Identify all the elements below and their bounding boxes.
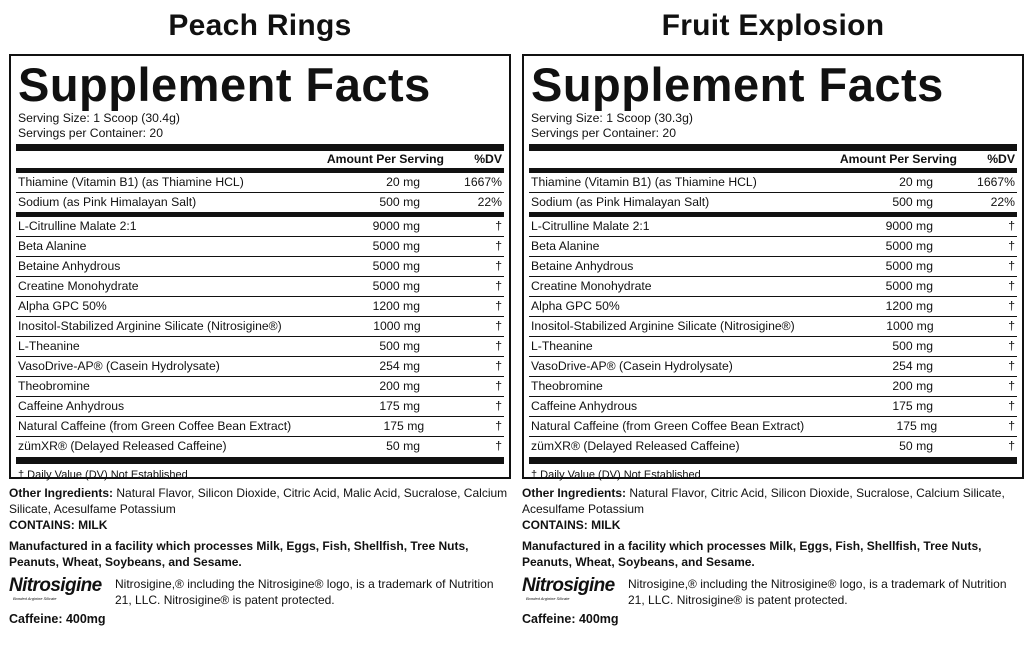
ingredient-name: Sodium (as Pink Himalayan Salt) [531,195,710,209]
table-row [529,376,1017,396]
other-ingredients-label: Other Ingredients: [522,486,627,500]
ingredient-dv: † [495,279,502,293]
ingredient-amount: 20 mg [899,175,933,189]
ingredient-amount: 5000 mg [885,259,933,273]
ingredient-amount: 200 mg [892,379,933,393]
ingredient-dv: † [495,299,502,313]
ingredient-amount: 5000 mg [372,259,420,273]
other-ingredients [9,485,511,517]
divider-thick [529,144,1017,151]
ingredient-name: zümXR® (Delayed Released Caffeine) [531,439,740,453]
ingredient-dv: † [495,399,502,413]
header-amount: Amount Per Serving [839,152,957,166]
ingredient-dv: † [1008,399,1015,413]
ingredient-name: L-Theanine [531,339,593,353]
table-row [16,396,504,416]
table-row [16,336,504,356]
ingredient-amount: 20 mg [386,175,420,189]
logo-wordmark: Nitrosigine [522,575,615,596]
ingredient-name: zümXR® (Delayed Released Caffeine) [18,439,227,453]
supplement-facts-panel [9,54,511,479]
ingredient-list [16,217,504,456]
divider-thick [16,457,504,464]
ingredient-name: L-Citrulline Malate 2:1 [18,219,137,233]
table-row [529,276,1017,296]
table-row [16,296,504,316]
serving-size: Serving Size: 1 Scoop (30.3g) [531,111,693,125]
caffeine-total: Caffeine: 400mg [522,612,619,626]
table-row [16,173,504,192]
allergen-contains: CONTAINS: MILK [522,518,621,532]
ingredient-name: Caffeine Anhydrous [531,399,638,413]
ingredient-amount: 200 mg [379,379,420,393]
ingredient-name: Theobromine [531,379,603,393]
ingredient-dv: † [495,239,502,253]
ingredient-amount: 254 mg [892,359,933,373]
dv-footnote: † Daily Value (DV) Not Established [18,469,188,481]
ingredient-amount: 5000 mg [885,239,933,253]
table-row [529,316,1017,336]
label-peach-rings [9,0,511,626]
ingredient-dv: † [495,359,502,373]
logo-wordmark: Nitrosigine [9,575,102,596]
table-row [16,192,504,212]
supplement-facts-panel [522,54,1024,479]
column-header [529,151,1017,168]
table-row [529,356,1017,376]
ingredient-amount: 50 mg [386,439,420,453]
ingredient-name: L-Citrulline Malate 2:1 [531,219,650,233]
table-row [529,236,1017,256]
ingredient-dv: † [495,219,502,233]
table-row [529,192,1017,212]
other-ingredients-label: Other Ingredients: [9,486,114,500]
ingredient-name: Sodium (as Pink Himalayan Salt) [18,195,197,209]
ingredient-dv: 22% [477,195,502,209]
ingredient-name: L-Theanine [18,339,80,353]
ingredient-dv: † [495,259,502,273]
servings-per-container: Servings per Container: 20 [18,126,163,140]
table-row [16,376,504,396]
ingredient-dv: † [1008,359,1015,373]
ingredient-dv: † [495,439,502,453]
ingredient-list [529,217,1017,456]
ingredient-dv: † [495,319,502,333]
ingredient-amount: 9000 mg [885,219,933,233]
ingredient-dv: † [495,379,502,393]
ingredient-name: Inositol-Stabilized Arginine Silicate (Nitrosigine®) [531,319,795,333]
ingredient-amount: 175 mg [892,399,933,413]
ingredient-amount: 1200 mg [885,299,933,313]
divider-thick [16,144,504,151]
table-row [16,256,504,276]
ingredient-name: Thiamine (Vitamin B1) (as Thiamine HCL) [18,175,244,189]
label-fruit-explosion [522,0,1024,626]
ingredient-name: Alpha GPC 50% [18,299,107,313]
other-ingredients-text: Natural Flavor, Silicon Dioxide, Citric Acid, Malic Acid, Sucralose, Calcium Silicate, Acesulfame Potassium [9,486,508,516]
ingredient-name: Creatine Monohydrate [18,279,139,293]
table-row [529,396,1017,416]
ingredient-amount: 500 mg [892,339,933,353]
ingredient-dv: † [1008,339,1015,353]
table-row [529,256,1017,276]
divider-thick [529,457,1017,464]
logo-subtitle: Bonded Arginine Silicate [13,596,57,601]
nitrosigine-logo [9,576,109,606]
ingredient-amount: 175 mg [379,399,420,413]
ingredient-amount: 1000 mg [886,319,934,333]
serving-size: Serving Size: 1 Scoop (30.4g) [18,111,180,125]
ingredient-dv: † [495,419,502,433]
trademark-text: Nitrosigine,® including the Nitrosigine® logo, is a trademark of Nutrition 21, LLC. Nitrosigine® is patent protected. [628,577,1007,607]
header-amount: Amount Per Serving [326,152,444,166]
ingredient-dv: † [1008,259,1015,273]
trademark-block [522,576,1024,608]
ingredient-amount: 1200 mg [372,299,420,313]
ingredient-name: Beta Alanine [18,239,87,253]
caffeine-total: Caffeine: 400mg [9,612,106,626]
table-row [529,416,1017,436]
table-row [529,436,1017,456]
table-row [16,276,504,296]
logo-subtitle: Bonded Arginine Silicate [526,596,570,601]
ingredient-dv: † [1008,379,1015,393]
dv-footnote: † Daily Value (DV) Not Established [531,469,701,481]
flavor-title: Peach Rings [168,9,352,42]
ingredient-dv: † [1008,439,1015,453]
table-row [16,217,504,236]
ingredient-name: Inositol-Stabilized Arginine Silicate (Nitrosigine®) [18,319,282,333]
allergen-contains: CONTAINS: MILK [9,518,108,532]
ingredient-amount: 5000 mg [372,239,420,253]
ingredient-name: Alpha GPC 50% [531,299,620,313]
ingredient-name: Natural Caffeine (from Green Coffee Bean Extract) [18,419,292,433]
table-row [16,236,504,256]
ingredient-amount: 500 mg [892,195,933,209]
table-row [16,316,504,336]
ingredient-amount: 500 mg [379,195,420,209]
table-row [16,416,504,436]
other-ingredients-text: Natural Flavor, Citric Acid, Silicon Dioxide, Sucralose, Calcium Silicate, Acesulfame Potassium [522,486,1005,516]
ingredient-amount: 175 mg [383,419,425,433]
ingredient-dv: † [1008,239,1015,253]
ingredient-amount: 175 mg [896,419,938,433]
ingredient-dv: 1667% [977,175,1015,189]
ingredient-dv: † [1008,319,1015,333]
ingredient-amount: 5000 mg [372,279,420,293]
ingredient-name: Beta Alanine [531,239,600,253]
ingredient-dv: † [1008,219,1015,233]
ingredient-name: Thiamine (Vitamin B1) (as Thiamine HCL) [531,175,757,189]
table-row [16,436,504,456]
nitrosigine-logo [522,576,622,606]
ingredient-dv: † [1008,419,1015,433]
flavor-title: Fruit Explosion [661,9,885,42]
table-row [529,296,1017,316]
header-dv: %DV [987,152,1015,166]
ingredient-amount: 50 mg [899,439,933,453]
table-row [529,336,1017,356]
ingredient-name: Theobromine [18,379,90,393]
servings-per-container: Servings per Container: 20 [531,126,676,140]
ingredient-dv: † [1008,279,1015,293]
column-header [16,151,504,168]
facility-warning: Manufactured in a facility which processes Milk, Eggs, Fish, Shellfish, Tree Nuts, Peanuts, Wheat, Soybeans, and Sesame. [9,539,469,569]
ingredient-name: Creatine Monohydrate [531,279,652,293]
table-row [529,217,1017,236]
ingredient-name: VasoDrive-AP® (Casein Hydrolysate) [18,359,220,373]
panel-title: Supplement Facts [531,58,944,111]
ingredient-dv: 22% [990,195,1015,209]
ingredient-name: VasoDrive-AP® (Casein Hydrolysate) [531,359,733,373]
trademark-block [9,576,511,608]
ingredient-name: Natural Caffeine (from Green Coffee Bean Extract) [531,419,805,433]
ingredient-amount: 9000 mg [372,219,420,233]
trademark-text: Nitrosigine,® including the Nitrosigine® logo, is a trademark of Nutrition 21, LLC. Nitrosigine® is patent protected. [115,577,494,607]
ingredient-dv: † [1008,299,1015,313]
ingredient-amount: 1000 mg [373,319,421,333]
ingredient-name: Caffeine Anhydrous [18,399,125,413]
ingredient-dv: 1667% [464,175,502,189]
ingredient-name: Betaine Anhydrous [18,259,121,273]
header-dv: %DV [474,152,502,166]
ingredient-amount: 5000 mg [885,279,933,293]
other-ingredients [522,485,1024,517]
facility-warning: Manufactured in a facility which processes Milk, Eggs, Fish, Shellfish, Tree Nuts, Peanuts, Wheat, Soybeans, and Sesame. [522,539,982,569]
table-row [16,356,504,376]
panel-title: Supplement Facts [18,58,431,111]
ingredient-dv: † [495,339,502,353]
ingredient-amount: 500 mg [379,339,420,353]
ingredient-name: Betaine Anhydrous [531,259,634,273]
table-row [529,173,1017,192]
ingredient-amount: 254 mg [379,359,420,373]
